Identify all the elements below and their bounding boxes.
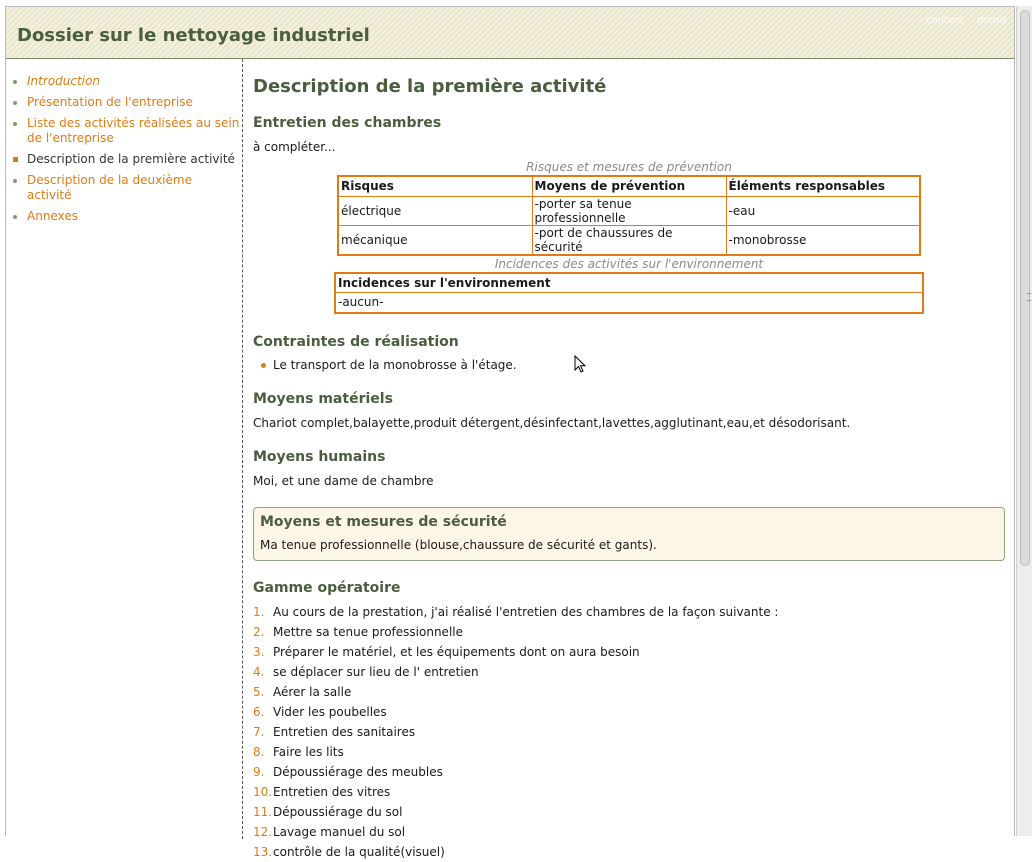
list-item	[253, 662, 1005, 682]
main-content	[253, 59, 1005, 862]
list-item	[253, 642, 1005, 662]
bullet-icon	[13, 101, 17, 105]
sidebar-link[interactable]: Annexes	[27, 209, 78, 223]
step-number: 11.	[253, 804, 273, 819]
step-text: Aérer la salle	[273, 684, 352, 699]
header-links	[916, 15, 1006, 26]
sidebar-item-annexes[interactable]	[12, 209, 240, 224]
step-number: 9.	[253, 764, 265, 779]
section-heading-materiels: Moyens matériels	[253, 390, 393, 407]
step-text: Vider les poubelles	[273, 704, 387, 719]
gamme-steps-list	[253, 602, 1005, 862]
table-header-row	[338, 176, 920, 196]
step-text: se déplacer sur lieu de l' entretien	[273, 664, 479, 679]
sidebar-link[interactable]: Présentation de l'entreprise	[27, 95, 193, 109]
bullet-icon	[13, 80, 17, 84]
bullet-icon	[13, 179, 17, 183]
step-number: 7.	[253, 724, 265, 739]
step-text: Dépoussiérage des meubles	[273, 764, 443, 779]
step-text: Préparer le matériel, et les équipements dont on aura besoin	[273, 644, 640, 659]
table-cell: -porter sa tenue professionnelle	[532, 196, 726, 225]
site-title: Dossier sur le nettoyage industriel	[17, 25, 370, 46]
step-text: Au cours de la prestation, j'ai réalisé l'entretien des chambres de la façon suivante :	[273, 604, 779, 619]
scrollbar-grip-icon	[1027, 293, 1031, 301]
step-number: 13.	[253, 844, 273, 859]
section-heading-gamme: Gamme opératoire	[253, 579, 401, 596]
sidebar-link[interactable]: Description de la deuxième activité	[27, 173, 192, 202]
table-header-cell: Éléments responsables	[726, 176, 920, 196]
risques-table	[337, 175, 921, 256]
step-number: 4.	[253, 664, 265, 679]
square-bullet-icon	[13, 157, 18, 162]
list-item	[253, 742, 1005, 762]
table-cell: -aucun-	[335, 293, 923, 313]
section-heading-humains: Moyens humains	[253, 448, 386, 465]
sidebar-link[interactable]: Liste des activités réalisées au sein de l'entreprise	[27, 116, 240, 145]
step-number: 2.	[253, 624, 265, 639]
materiels-text: Chariot complet,balayette,produit détergent,désinfectant,lavettes,agglutinant,eau,et désodorisant.	[253, 415, 851, 430]
step-number: 8.	[253, 744, 265, 759]
list-item	[253, 762, 1005, 782]
sidebar-item-liste-activites[interactable]	[12, 116, 240, 146]
securite-box	[253, 507, 1005, 561]
humains-text: Moi, et une dame de chambre	[253, 473, 434, 488]
bullet-icon	[13, 122, 17, 126]
step-number: 1.	[253, 604, 265, 619]
step-text: Faire les lits	[273, 744, 344, 759]
incidences-table-caption: Incidences des activités sur l'environnement	[494, 256, 764, 271]
step-text: Entretien des vitres	[273, 784, 391, 799]
table-header-cell: Moyens de prévention	[532, 176, 726, 196]
browser-viewport	[5, 6, 1015, 859]
table-cell: -monobrosse	[726, 225, 920, 255]
table-header-cell: Incidences sur l'environnement	[335, 273, 923, 293]
vertical-scrollbar[interactable]	[1016, 6, 1032, 836]
list-item	[253, 802, 1005, 822]
table-cell: -port de chaussures de sécurité	[532, 225, 726, 255]
step-text: Dépoussiérage du sol	[273, 804, 403, 819]
risques-table-caption: Risques et mesures de prévention	[526, 160, 732, 174]
header-link-content[interactable]: content	[925, 15, 965, 26]
contraintes-list	[253, 356, 1005, 374]
sidebar-item-introduction[interactable]	[12, 74, 240, 89]
scrollbar-thumb[interactable]	[1020, 10, 1030, 566]
list-item	[253, 842, 1005, 862]
table-row	[335, 293, 923, 313]
list-item	[253, 682, 1005, 702]
site-header	[6, 7, 1014, 59]
header-link-menu[interactable]: menu	[977, 15, 1006, 26]
entretien-text: à compléter...	[253, 140, 336, 154]
sidebar-current-label: Description de la première activité	[27, 152, 235, 166]
page-title: Description de la première activité	[253, 76, 607, 97]
table-header-cell: Risques	[338, 176, 532, 196]
list-item	[253, 782, 1005, 802]
sidebar	[6, 59, 243, 839]
list-item	[253, 602, 1005, 622]
step-text: Entretien des sanitaires	[273, 724, 416, 739]
step-number: 3.	[253, 644, 265, 659]
list-item	[253, 702, 1005, 722]
step-text: Lavage manuel du sol	[273, 824, 406, 839]
securite-text: Ma tenue professionnelle (blouse,chaussure de sécurité et gants).	[260, 537, 657, 552]
incidences-table	[334, 272, 924, 314]
section-heading-contraintes: Contraintes de réalisation	[253, 333, 459, 350]
step-number: 12.	[253, 824, 273, 839]
step-number: 10.	[253, 784, 273, 799]
mouse-pointer-icon	[574, 355, 588, 375]
list-item	[253, 622, 1005, 642]
table-cell: électrique	[338, 196, 532, 225]
table-row	[338, 225, 920, 255]
sidebar-nav	[12, 74, 240, 230]
table-row	[338, 196, 920, 225]
sidebar-item-presentation[interactable]	[12, 95, 240, 110]
step-text: Mettre sa tenue professionnelle	[273, 624, 463, 639]
step-text: contrôle de la qualité(visuel)	[273, 844, 445, 859]
step-number: 5.	[253, 684, 265, 699]
list-item	[253, 722, 1005, 742]
list-item: Le transport de la monobrosse à l'étage.	[259, 356, 1005, 374]
table-header-row	[335, 273, 923, 293]
sidebar-item-premiere-activite	[12, 152, 240, 167]
table-cell: mécanique	[338, 225, 532, 255]
section-heading-securite: Moyens et mesures de sécurité	[260, 513, 507, 530]
section-heading-entretien: Entretien des chambres	[253, 115, 442, 131]
sidebar-link[interactable]: Introduction	[27, 74, 100, 88]
step-number: 6.	[253, 704, 265, 719]
bullet-icon	[13, 215, 17, 219]
sidebar-item-deuxieme-activite[interactable]	[12, 173, 240, 203]
table-cell: -eau	[726, 196, 920, 225]
list-item	[253, 822, 1005, 842]
